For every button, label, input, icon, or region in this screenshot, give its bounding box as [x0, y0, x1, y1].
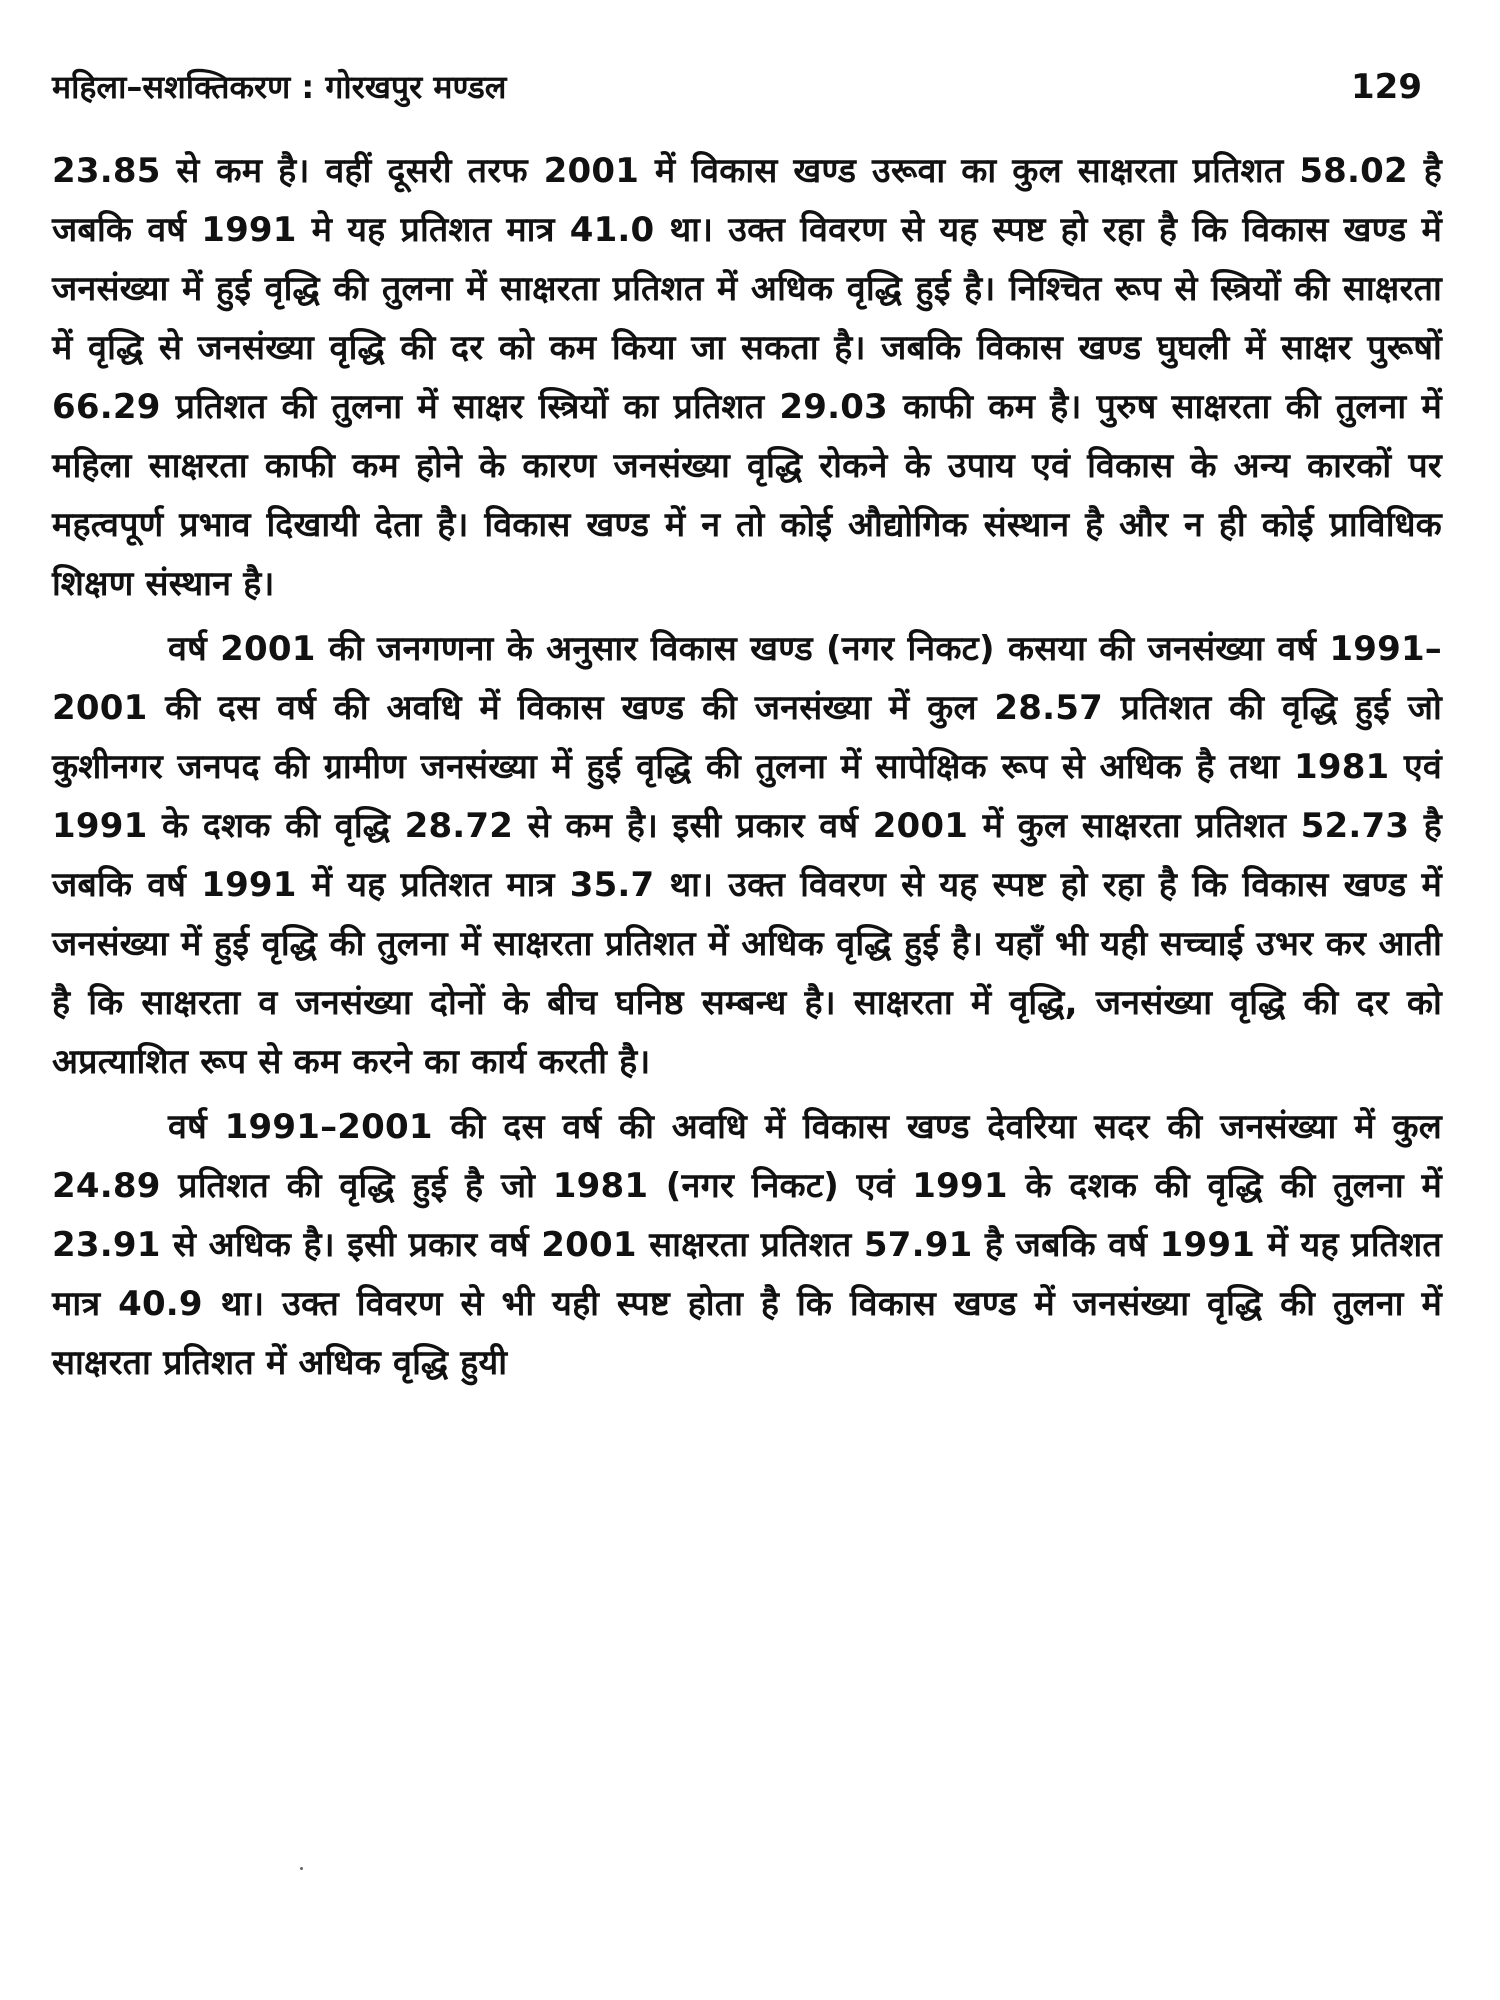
- body-text: [52, 142, 1442, 1393]
- paragraph-3: वर्ष 1991–2001 की दस वर्ष की अवधि में विकास खण्ड देवरिया सदर की जनसंख्या में कुल 24.89 प्रतिशत की वृद्धि हुई है जो 1981 (नगर निकट) एवं 1991 के दशक की वृद्धि की तुलना में 23.91 से अधिक है। इसी प्रकार वर्ष 2001 साक्षरता प्रतिशत 57.91 है जबकि वर्ष 1991 में यह प्रतिशत मात्र 40.9 था। उक्त विवरण से भी यही स्पष्ट होता है कि विकास खण्ड में जनसंख्या वृद्धि की तुलना में साक्षरता प्रतिशत में अधिक वृद्धि हुयी: [52, 1107, 1442, 1383]
- paragraph-1: 23.85 से कम है। वहीं दूसरी तरफ 2001 में विकास खण्ड उरूवा का कुल साक्षरता प्रतिशत 58.02 है जबकि वर्ष 1991 मे यह प्रतिशत मात्र 41.0 था। उक्त विवरण से यह स्पष्ट हो रहा है कि विकास खण्ड में जनसंख्या में हुई वृद्धि की तुलना में साक्षरता प्रतिशत में अधिक वृद्धि हुई है। निश्चित रूप से स्त्रियों की साक्षरता में वृद्धि से जनसंख्या वृद्धि की दर को कम किया जा सकता है। जबकि विकास खण्ड घुघली में साक्षर पुरूषों 66.29 प्रतिशत की तुलना में साक्षर स्त्रियों का प्रतिशत 29.03 काफी कम है। पुरुष साक्षरता की तुलना में महिला साक्षरता काफी कम होने के कारण जनसंख्या वृद्धि रोकने के उपाय एवं विकास के अन्य कारकों पर महत्वपूर्ण प्रभाव दिखायी देता है। विकास खण्ड में न तो कोई औद्योगिक संस्थान है और न ही कोई प्राविधिक शिक्षण संस्थान है।: [52, 151, 1442, 604]
- running-title: महिला–सशक्तिकरण : गोरखपुर मण्डल: [52, 68, 507, 106]
- paragraph-2: वर्ष 2001 की जनगणना के अनुसार विकास खण्ड (नगर निकट) कसया की जनसंख्या वर्ष 1991–2001 की दस वर्ष की अवधि में विकास खण्ड की जनसंख्या में कुल 28.57 प्रतिशत की वृद्धि हुई जो कुशीनगर जनपद की ग्रामीण जनसंख्या में हुई वृद्धि की तुलना में सापेक्षिक रूप से अधिक है तथा 1981 एवं 1991 के दशक की वृद्धि 28.72 से कम है। इसी प्रकार वर्ष 2001 में कुल साक्षरता प्रतिशत 52.73 है जबकि वर्ष 1991 में यह प्रतिशत मात्र 35.7 था। उक्त विवरण से यह स्पष्ट हो रहा है कि विकास खण्ड में जनसंख्या में हुई वृद्धि की तुलना में साक्षरता प्रतिशत में अधिक वृद्धि हुई है। यहाँ भी यही सच्चाई उभर कर आती है कि साक्षरता व जनसंख्या दोनों के बीच घनिष्ठ सम्बन्ध है। साक्षरता में वृद्धि, जनसंख्या वृद्धि की दर को अप्रत्याशित रूप से कम करने का कार्य करती है।: [52, 629, 1442, 1082]
- running-header: [52, 52, 1442, 122]
- scan-speck: [300, 1867, 303, 1870]
- page-number: 129: [1351, 67, 1422, 107]
